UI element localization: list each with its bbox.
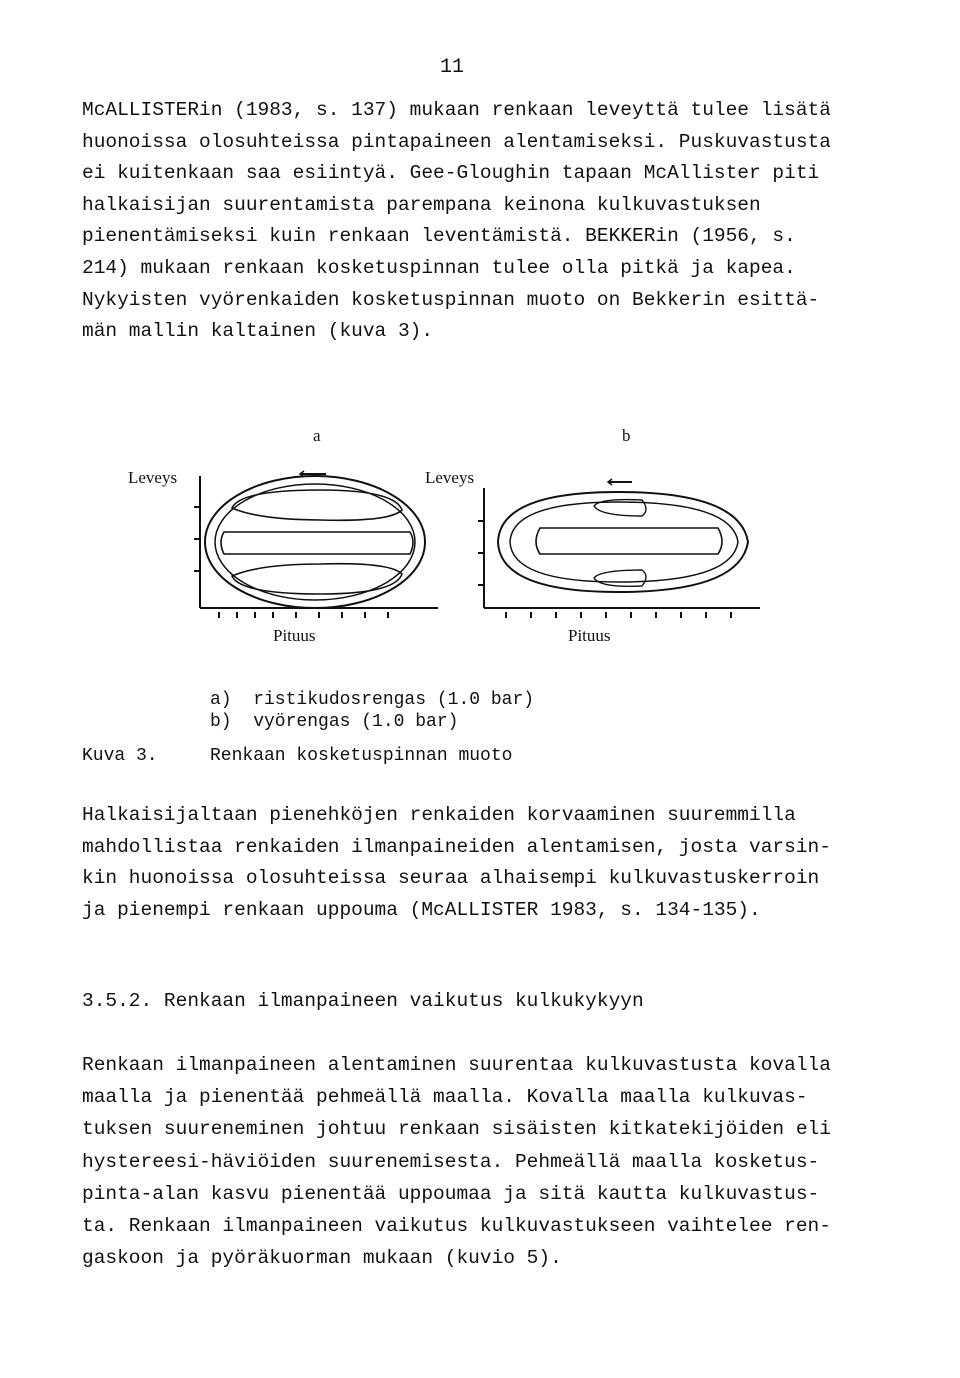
text-line: Renkaan ilmanpaineen alentaminen suurentaa kulkuvastusta kovalla — [82, 1054, 831, 1076]
panel-b-ylabel: Leveys — [425, 468, 475, 487]
section-heading: 3.5.2. Renkaan ilmanpaineen vaikutus kulkukykyyn — [82, 990, 644, 1012]
text-line: kin huonoissa olosuhteissa seuraa alhaisempi kulkuvastuskerroin — [82, 867, 820, 890]
panel-a-ylabel: Leveys — [128, 468, 178, 487]
panel-a-xlabel: Pituus — [273, 626, 316, 645]
contact-patch-drawing — [120, 420, 780, 660]
text-line: Halkaisijaltaan pienehköjen renkaiden korvaaminen suuremmilla — [82, 804, 796, 826]
paragraph-1 — [82, 95, 902, 348]
page-number: 11 — [440, 56, 465, 79]
paragraph-3 — [82, 1049, 902, 1274]
axis-ticks — [194, 506, 732, 618]
text-line: pienentämiseksi kuin renkaan leventämistä. BEKKERin (1956, s. — [82, 225, 796, 248]
text-line: maalla ja pienentää pehmeällä maalla. Kovalla maalla kulkuvas- — [82, 1086, 808, 1109]
text-line: McALLISTERin (1983, s. 137) mukaan renkaan leveyttä tulee lisätä — [82, 99, 831, 121]
text-line: pinta-alan kasvu pienentää uppoumaa ja sitä kautta kulkuvastus- — [82, 1182, 820, 1205]
panel-b-letter: b — [622, 426, 631, 445]
legend-a: a) ristikudosrengas (1.0 bar) — [210, 690, 535, 710]
panel-a-letter: a — [313, 426, 321, 445]
figure-contact-patch — [120, 420, 780, 660]
text-line: halkaisijan suurentamista parempana keinona kulkuvastuksen — [82, 193, 761, 216]
text-line: mahdollistaa renkaiden ilmanpaineiden alentamisen, josta varsin- — [82, 835, 831, 858]
text-line: gaskoon ja pyöräkuorman mukaan (kuvio 5). — [82, 1247, 562, 1270]
text-line: ja pienempi renkaan uppouma (McALLISTER 1983, s. 134-135). — [82, 898, 761, 921]
text-line: ta. Renkaan ilmanpaineen vaikutus kulkuvastukseen vaihtelee ren- — [82, 1214, 831, 1237]
text-line: ei kuitenkaan saa esiintyä. Gee-Gloughin tapaan McAllister piti — [82, 162, 820, 185]
legend-b: b) vyörengas (1.0 bar) — [210, 712, 459, 732]
text-line: hystereesi-häviöiden suurenemisesta. Pehmeällä maalla kosketus- — [82, 1150, 820, 1173]
panel-b-xlabel: Pituus — [568, 626, 611, 645]
panel-b-contours — [498, 479, 748, 592]
text-line: huonoissa olosuhteissa pintapaineen alentamiseksi. Puskuvastusta — [82, 130, 831, 153]
text-line: tuksen suureneminen johtuu renkaan sisäisten kitkatekijöiden eli — [82, 1118, 831, 1141]
caption-label: Kuva 3. — [82, 746, 158, 766]
paragraph-2 — [82, 800, 902, 926]
panel-a-contours — [205, 471, 425, 608]
text-line: 214) mukaan renkaan kosketuspinnan tulee olla pitkä ja kapea. — [82, 256, 796, 279]
text-line: Nykyisten vyörenkaiden kosketuspinnan muoto on Bekkerin esittä- — [82, 288, 820, 311]
text-line: män mallin kaltainen (kuva 3). — [82, 320, 434, 343]
caption-text: Renkaan kosketuspinnan muoto — [210, 746, 513, 766]
